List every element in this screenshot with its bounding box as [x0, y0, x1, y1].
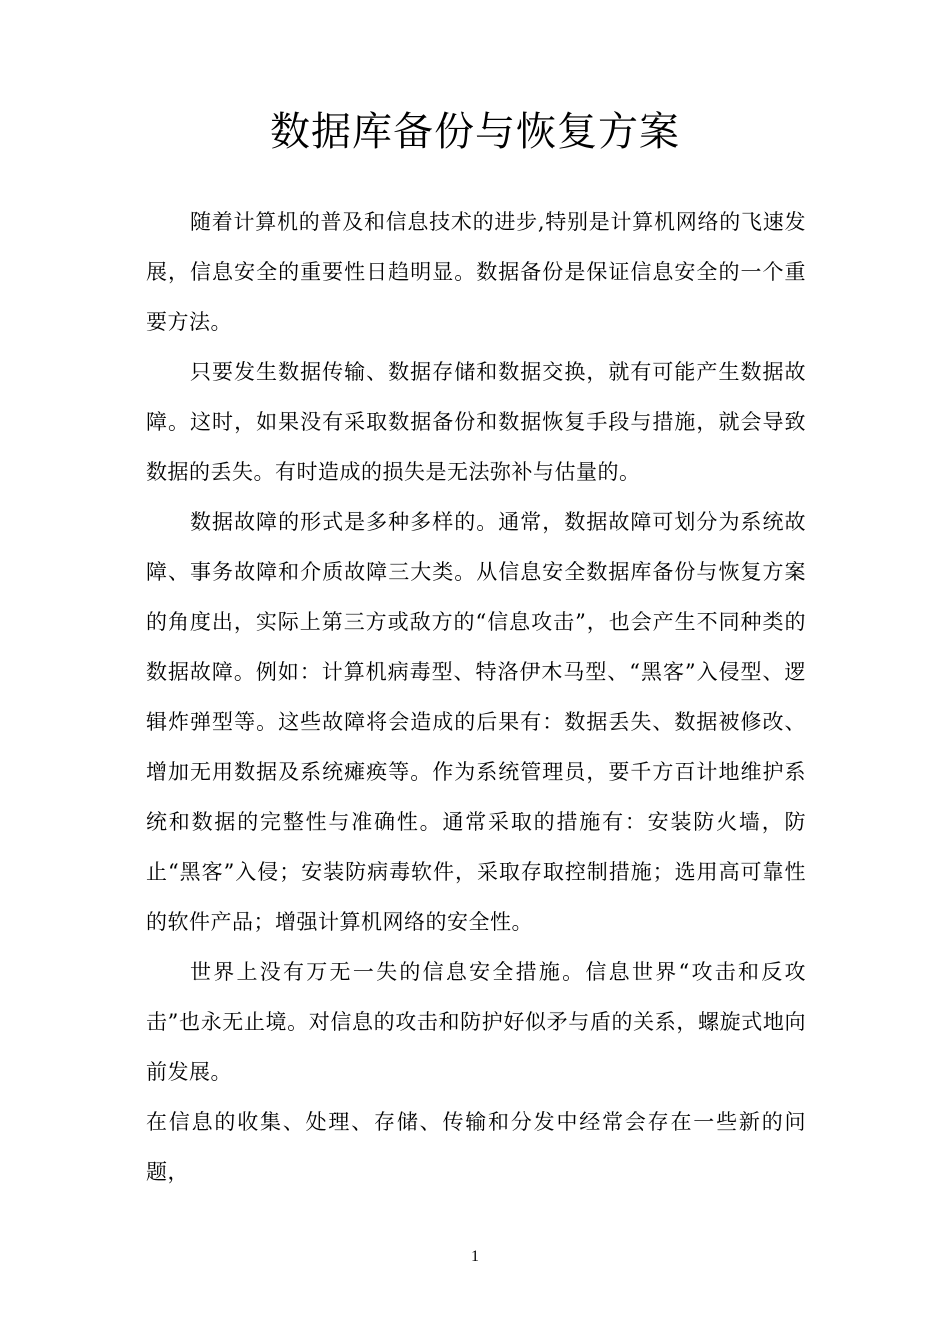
paragraph-3: 数据故障的形式是多种多样的。通常，数据故障可划分为系统故障、事务故障和介质故障三大类。从信息安全数据库备份与恢复方案的角度出，实际上第三方或敌方的“信息攻击”，也会产生不同种类的数据故障。例如：计算机病毒型、特洛伊木马型、“黑客”入侵型、逻辑炸弹型等。这些故障将会造成的后果有：数据丢失、数据被修改、增加无用数据及系统瘫痪等。作为系统管理员，要千方百计地维护系统和数据的完整性与准确性。通常采取的措施有：安装防火墙，防止“黑客”入侵；安装防病毒软件，采取存取控制措施；选用高可靠性的软件产品；增强计算机网络的安全性。: [146, 510, 806, 934]
document-title: 数据库备份与恢复方案: [270, 109, 680, 155]
paragraph-5: 在信息的收集、处理、存储、传输和分发中经常会存在一些新的问题，: [146, 1110, 806, 1184]
paragraph-2: 只要发生数据传输、数据存储和数据交换，就有可能产生数据故障。这时，如果没有采取数据备份和数据恢复手段与措施，就会导致数据的丢失。有时造成的损失是无法弥补与估量的。: [146, 360, 806, 484]
page-number: 1: [471, 1248, 479, 1265]
paragraph-1: 随着计算机的普及和信息技术的进步,特别是计算机网络的飞速发展，信息安全的重要性日趋明显。数据备份是保证信息安全的一个重要方法。: [146, 210, 806, 334]
paragraph-4: 世界上没有万无一失的信息安全措施。信息世界“攻击和反攻击”也永无止境。对信息的攻击和防护好似矛与盾的关系，螺旋式地向前发展。: [146, 960, 806, 1084]
document-body: [146, 197, 806, 1197]
